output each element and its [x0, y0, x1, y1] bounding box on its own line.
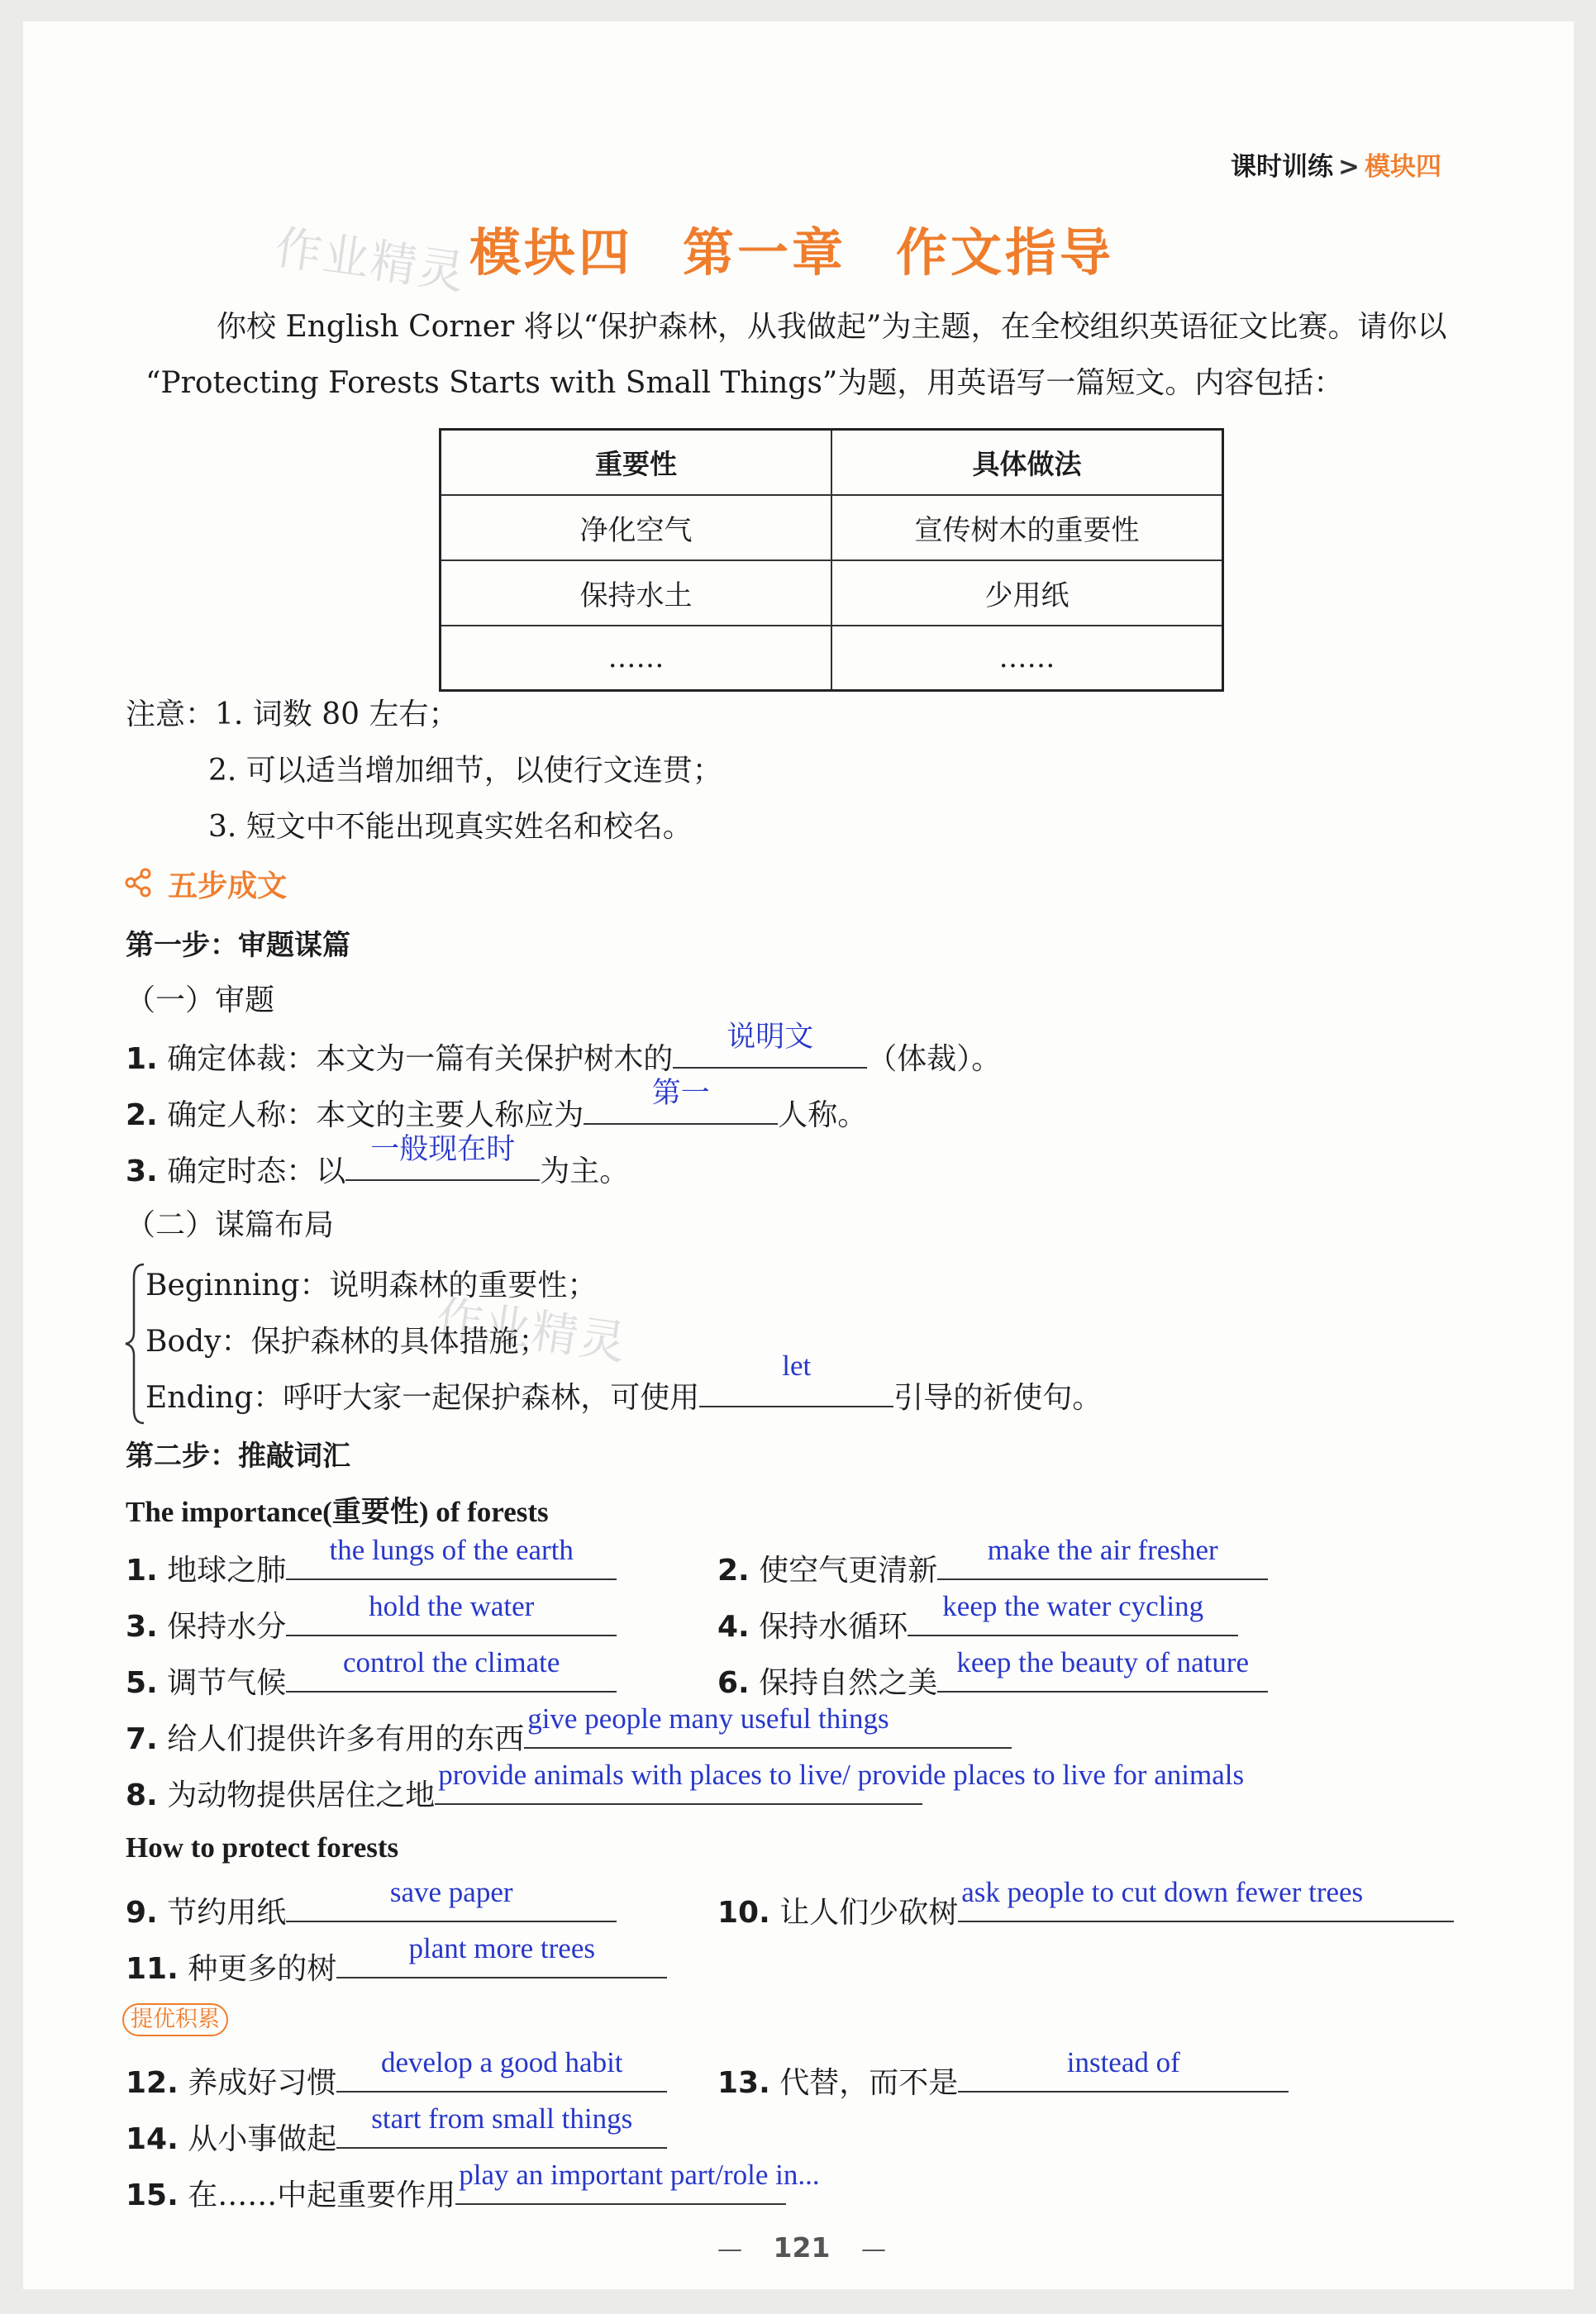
title-chapter: 第一章 [683, 222, 847, 283]
layout-body: Body：保护森林的具体措施； [145, 1325, 549, 1359]
page-title [469, 212, 1164, 285]
vocab-item-2: 2. 使空气更清新 make the air fresher [717, 1545, 1268, 1589]
share-nodes-icon [122, 866, 155, 902]
footer [717, 2231, 886, 2264]
breadcrumb [1231, 145, 1441, 183]
table-cell: …… [441, 626, 832, 691]
vocab-item-1: 1. 地球之肺 the lungs of the earth [126, 1545, 617, 1589]
layout-beginning: Beginning：说明森林的重要性； [145, 1269, 598, 1302]
answer-blank[interactable]: keep the water cycling [908, 1602, 1238, 1636]
intro-line-2: “Protecting Forests Starts with Small Things”为题，用英语写一篇短文。内容包括： [145, 366, 1344, 400]
notes-label: 注意： [126, 698, 216, 731]
table-header-row [441, 430, 1223, 495]
vocab-item-11: 11. 种更多的树 plant more trees [126, 1944, 667, 1988]
answer-blank[interactable]: control the climate [286, 1658, 617, 1693]
table-row [441, 626, 1223, 691]
vocab-item-6: 6. 保持自然之美 keep the beauty of nature [717, 1658, 1268, 1702]
note-3: 3. 短文中不能出现真实姓名和校名。 [208, 810, 693, 844]
question-3: 3. 确定时态：以 一般现在时 为主。 [126, 1133, 630, 1188]
step2-title: 第二步：推敲词汇 [126, 1440, 350, 1473]
step1-title: 第一步：审题谋篇 [126, 929, 350, 962]
vocab-item-15: 15. 在……中起重要作用 play an important part/role in... [126, 2159, 820, 2212]
answer-blank[interactable]: save paper [286, 1888, 617, 1922]
breadcrumb-separator: > [1338, 152, 1360, 182]
answer-blank[interactable]: provide animals with places to live/ provide places to live for animals [435, 1770, 922, 1805]
layout-ending: Ending：呼吁大家一起保护森林，可使用 let 引导的祈使句。 [145, 1350, 1103, 1415]
vocab-item-5: 5. 调节气候 control the climate [126, 1658, 617, 1702]
table-cell: 保持水土 [441, 560, 832, 626]
answer-blank[interactable]: instead of [958, 2058, 1289, 2093]
table-cell: 宣传树木的重要性 [831, 495, 1223, 560]
question-2: 2. 确定人称：本文的主要人称应为 第一 人称。 [126, 1077, 868, 1132]
vocab-item-7: 7. 给人们提供许多有用的东西 give people many useful things [126, 1714, 1012, 1758]
importance-heading: The importance(重要性) of forests [126, 1496, 549, 1528]
table-cell: 净化空气 [441, 495, 832, 560]
table-row [441, 560, 1223, 626]
answer-blank[interactable]: develop a good habit [336, 2058, 667, 2093]
note-2: 2. 可以适当增加细节，以使行文连贯； [208, 754, 722, 788]
vocab-item-12: 12. 养成好习惯 develop a good habit [126, 2058, 667, 2102]
answer-blank[interactable]: 第一 [584, 1090, 778, 1125]
document-page [23, 21, 1574, 2289]
answer-blank[interactable]: play an important part/role in... [455, 2170, 786, 2205]
step1-sub1: （一）审题 [126, 983, 275, 1017]
section-five-steps [122, 863, 287, 905]
watermark: 作业精灵 [432, 1291, 631, 1371]
protect-heading: How to protect forests [126, 1831, 399, 1864]
outline-table [439, 428, 1224, 692]
page-number: 121 [773, 2231, 831, 2264]
footer-dash: — [860, 2235, 886, 2264]
answer-blank[interactable]: plant more trees [336, 1944, 667, 1978]
answer-blank[interactable]: make the air fresher [937, 1545, 1268, 1580]
section-title: 五步成文 [168, 869, 288, 903]
answer-blank[interactable]: start from small things [336, 2114, 667, 2149]
intro-paragraph [145, 299, 1517, 412]
breadcrumb-section[interactable]: 课时训练 [1231, 152, 1334, 182]
vocab-item-9: 9. 节约用纸 save paper [126, 1888, 617, 1931]
intro-line-1: 你校 English Corner 将以“保护森林，从我做起”为主题，在全校组织英语征文比赛。请你以 [217, 310, 1447, 344]
title-topic: 作文指导 [896, 222, 1115, 283]
enrichment-badge: 提优积累 [122, 2003, 228, 2036]
table-header-methods: 具体做法 [831, 430, 1223, 495]
answer-blank[interactable]: give people many useful things [524, 1714, 1012, 1749]
title-module: 模块四 [469, 222, 634, 283]
breadcrumb-current: 模块四 [1365, 152, 1441, 182]
answer-blank[interactable]: hold the water [286, 1602, 617, 1636]
watermark: 作业精灵 [271, 221, 469, 301]
answer-blank[interactable]: 说明文 [673, 1034, 867, 1069]
answer-blank[interactable]: 一般现在时 [345, 1146, 540, 1181]
note-1: 注意：1. 词数 80 左右； [126, 698, 459, 731]
answer-blank[interactable]: let [699, 1373, 893, 1407]
vocab-item-4: 4. 保持水循环 keep the water cycling [717, 1602, 1238, 1645]
answer-blank[interactable]: keep the beauty of nature [937, 1658, 1268, 1693]
vocab-item-8: 8. 为动物提供居住之地 provide animals with places to live/ provide places to live for animals [126, 1759, 1245, 1812]
vocab-item-13: 13. 代替，而不是 instead of [717, 2058, 1289, 2102]
vocab-item-3: 3. 保持水分 hold the water [126, 1602, 617, 1645]
table-cell: …… [831, 626, 1223, 691]
answer-blank[interactable]: ask people to cut down fewer trees [958, 1888, 1454, 1922]
table-cell: 少用纸 [831, 560, 1223, 626]
step1-sub2: （二）谋篇布局 [126, 1208, 335, 1242]
answer-blank[interactable]: the lungs of the earth [286, 1545, 617, 1580]
brace-icon [122, 1261, 147, 1430]
vocab-item-14: 14. 从小事做起 start from small things [126, 2114, 667, 2158]
table-row [441, 495, 1223, 560]
vocab-item-10: 10. 让人们少砍树 ask people to cut down fewer trees [717, 1888, 1454, 1931]
question-1: 1. 确定体裁：本文为一篇有关保护树木的 说明文 （体裁）。 [126, 1021, 1002, 1076]
footer-dash: — [717, 2235, 742, 2264]
table-header-importance: 重要性 [441, 430, 832, 495]
